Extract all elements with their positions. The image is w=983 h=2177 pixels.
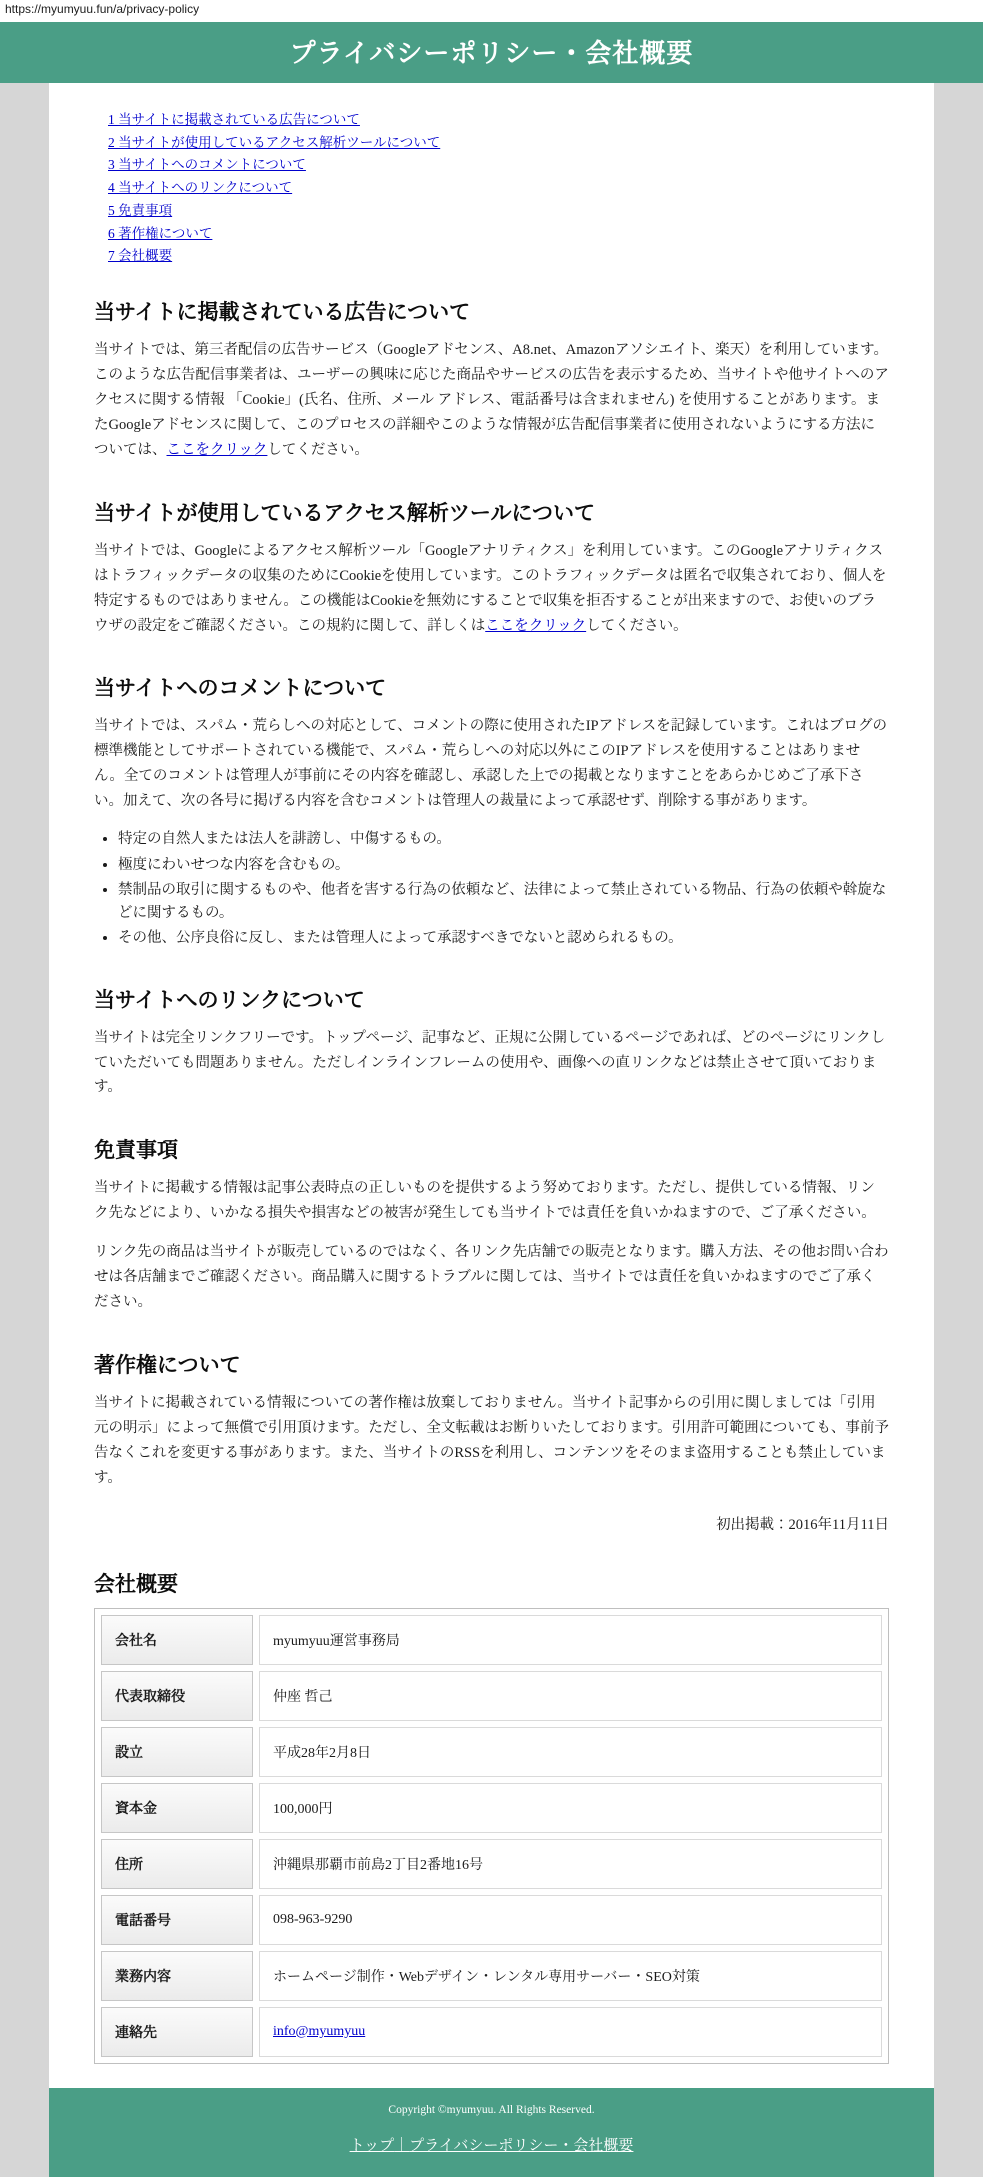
table-row: [101, 1783, 882, 1833]
footer-link-top[interactable]: トップ: [349, 2136, 395, 2154]
row-value-contact: [259, 2007, 882, 2057]
list-item: • 禁制品の取引に関するものや、他者を害する行為の依頼など、法律によって禁止されている物品、行為の依頼や斡旋などに関するもの。: [118, 879, 889, 924]
page-column: [49, 83, 934, 2177]
list-item: • 特定の自然人または法人を誹謗し、中傷するもの。: [118, 828, 889, 850]
list-item: • 極度にわいせつな内容を含むもの。: [118, 854, 889, 876]
row-value: ホームページ制作・Webデザイン・レンタル専用サーバー・SEO対策: [259, 1951, 882, 2001]
footer-nav: [49, 2134, 934, 2155]
section-disclaimer-paragraph-2: リンク先の商品は当サイトが販売しているのではなく、各リンク先店舗での販売となります。購入方法、その他お問い合わせは各店舗までご確認ください。商品購入に関するトラブルに関しては、当サイトでは責任を負いかねますのでご了承ください。: [94, 1244, 889, 1311]
section-ads-heading: 当サイトに掲載されている広告について: [94, 301, 471, 325]
row-value: 沖縄県那覇市前島2丁目2番地16号: [259, 1839, 882, 1889]
row-label: 住所: [101, 1839, 253, 1889]
site-footer: [49, 2088, 934, 2177]
paragraph-text: 当サイトでは、Googleによるアクセス解析ツール「Googleアナリティクス」を利用しています。このGoogleアナリティクスはトラフィックデータの収集のためにCookieを使用しています。このトラフィックデータは匿名で収集されており、個人を特定するものではありません。この機能はCookieを無効にすることで収集を拒否することが出来ますので、お使いのブラウザの設定をご確認ください。この規約に関して、詳しくは: [94, 542, 887, 634]
browser-url-bar[interactable]: [0, 0, 983, 22]
toc-link-disclaimer[interactable]: 5 免責事項: [108, 202, 173, 218]
row-label: 電話番号: [101, 1895, 253, 1945]
footer-nav-separator: ｜: [394, 2136, 410, 2154]
page-url: https://myumyuu.fun/a/privacy-policy: [5, 2, 200, 16]
contact-email-link[interactable]: info@myumyuu: [273, 2023, 366, 2039]
section-disclaimer: [94, 1134, 889, 1315]
row-value: 098-963-9290: [259, 1895, 882, 1945]
section-company-heading: 会社概要: [94, 1572, 178, 1596]
copyright-text: Copyright ©myumyuu. All Rights Reserved.: [388, 2103, 595, 2116]
list-item: • その他、公序良俗に反し、または管理人によって承認すべきでないと認められるもの。: [118, 927, 889, 949]
table-row: [101, 1615, 882, 1665]
section-analytics-paragraph: [94, 539, 889, 639]
table-row: [101, 1951, 882, 2001]
section-ads-paragraph: [94, 338, 889, 463]
toc-item: [108, 154, 889, 177]
section-analytics-heading: 当サイトが使用しているアクセス解析ツールについて: [94, 501, 596, 525]
toc-link-links[interactable]: 4 当サイトへのリンクについて: [108, 180, 293, 196]
toc-item: [108, 109, 889, 132]
section-links-heading: 当サイトへのリンクについて: [94, 988, 365, 1012]
toc-link-ads[interactable]: 1 当サイトに掲載されている広告について: [108, 112, 360, 127]
toc-item: [108, 223, 889, 246]
row-label: 代表取締役: [101, 1671, 253, 1721]
table-row: [101, 1727, 882, 1777]
analytics-policy-link[interactable]: ここをクリック: [485, 617, 587, 634]
section-disclaimer-paragraph-1: 当サイトに掲載する情報は記事公表時点の正しいものを提供するよう努めております。ただし、提供している情報、リンク先などにより、いかなる損失や損害などの被害が発生しても当サイトでは責任を負いかねますので、ご了承ください。: [94, 1180, 876, 1222]
row-label: 連絡先: [101, 2007, 253, 2057]
section-ads: [94, 296, 889, 463]
table-row: [101, 1671, 882, 1721]
ads-optout-link[interactable]: ここをクリック: [166, 441, 268, 458]
footer-link-privacy-policy[interactable]: プライバシーポリシー・会社概要: [409, 2136, 634, 2154]
toc-link-company[interactable]: 7 会社概要: [108, 248, 173, 264]
row-label: 設立: [101, 1727, 253, 1777]
section-copyright-heading: 著作権について: [94, 1354, 241, 1378]
comment-rules-list: [94, 828, 889, 949]
toc-link-copyright[interactable]: 6 著作権について: [108, 225, 213, 241]
row-label: 資本金: [101, 1783, 253, 1833]
table-row: [101, 1839, 882, 1889]
section-copyright-paragraph: 当サイトに掲載されている情報についての著作権は放棄しておりません。当サイト記事からの引用に関しましては「引用元の明示」によって無償で引用頂けます。ただし、全文転載はお断りいたしております。引用許可範囲についても、事前予告なくこれを変更する事があります。また、当サイトのRSSを利用し、コンテンツをそのまま盗用することも禁止しています。: [94, 1395, 889, 1486]
toc-item: [108, 177, 889, 200]
paragraph-text: してください。: [586, 617, 688, 634]
row-label: 会社名: [101, 1615, 253, 1665]
section-company: [94, 1568, 889, 2064]
table-of-contents: [94, 109, 889, 268]
row-value: 仲座 哲己: [259, 1671, 882, 1721]
row-value: myumyuu運営事務局: [259, 1615, 882, 1665]
section-comments: [94, 672, 889, 949]
toc-link-comments[interactable]: 3 当サイトへのコメントについて: [108, 157, 306, 173]
section-copyright-policy: [94, 1349, 889, 1534]
paragraph-text: してください。: [267, 441, 369, 458]
section-analytics: [94, 497, 889, 639]
page-title: プライバシーポリシー・会社概要: [289, 38, 694, 68]
toc-item: [108, 200, 889, 223]
table-row: [101, 1895, 882, 1945]
main-content: [49, 83, 934, 2088]
toc-item: [108, 245, 889, 268]
row-value: 平成28年2月8日: [259, 1727, 882, 1777]
toc-link-analytics[interactable]: 2 当サイトが使用しているアクセス解析ツールについて: [108, 134, 441, 150]
first-published-date: 初出掲載：2016年11月11日: [716, 1516, 889, 1533]
paragraph-text: 当サイトでは、第三者配信の広告サービス（Googleアドセンス、A8.net、Amazonアソシエイト、楽天）を利用しています。このような広告配信事業者は、ユーザーの興味に応じた商品やサービスの広告を表示するため、当サイトや他サイトへのアクセスに関する情報 「Cookie」(氏名、住所、メール アドレス、電話番号は含まれません) を使用することがあります。またGoogleアドセンスに関して、このプロセスの詳細やこのような情報が広告配信事業者に使用されないようにする方法については、: [94, 342, 889, 458]
section-links: [94, 984, 889, 1101]
row-label: 業務内容: [101, 1951, 253, 2001]
table-row: [101, 2007, 882, 2057]
section-links-paragraph: 当サイトは完全リンクフリーです。トップページ、記事など、正規に公開しているページであれば、どのページにリンクしていただいても問題ありません。ただしインラインフレームの使用や、画像への直リンクなどは禁止させて頂いております。: [94, 1029, 886, 1096]
section-comments-heading: 当サイトへのコメントについて: [94, 677, 387, 701]
company-table: [94, 1608, 889, 2064]
section-comments-paragraph: 当サイトでは、スパム・荒らしへの対応として、コメントの際に使用されたIPアドレスを記録しています。これはブログの標準機能としてサポートされている機能で、スパム・荒らしへの対応以外にこのIPアドレスを使用することはありません。全てのコメントは管理人が事前にその内容を確認し、承認した上での掲載となりますことをあらかじめご了承下さい。加えて、次の各号に掲げる内容を含むコメントは管理人の裁量によって承認せず、削除する事があります。: [94, 718, 887, 810]
section-disclaimer-heading: 免責事項: [94, 1139, 178, 1163]
row-value: 100,000円: [259, 1783, 882, 1833]
site-header: [0, 22, 983, 83]
toc-item: [108, 132, 889, 155]
